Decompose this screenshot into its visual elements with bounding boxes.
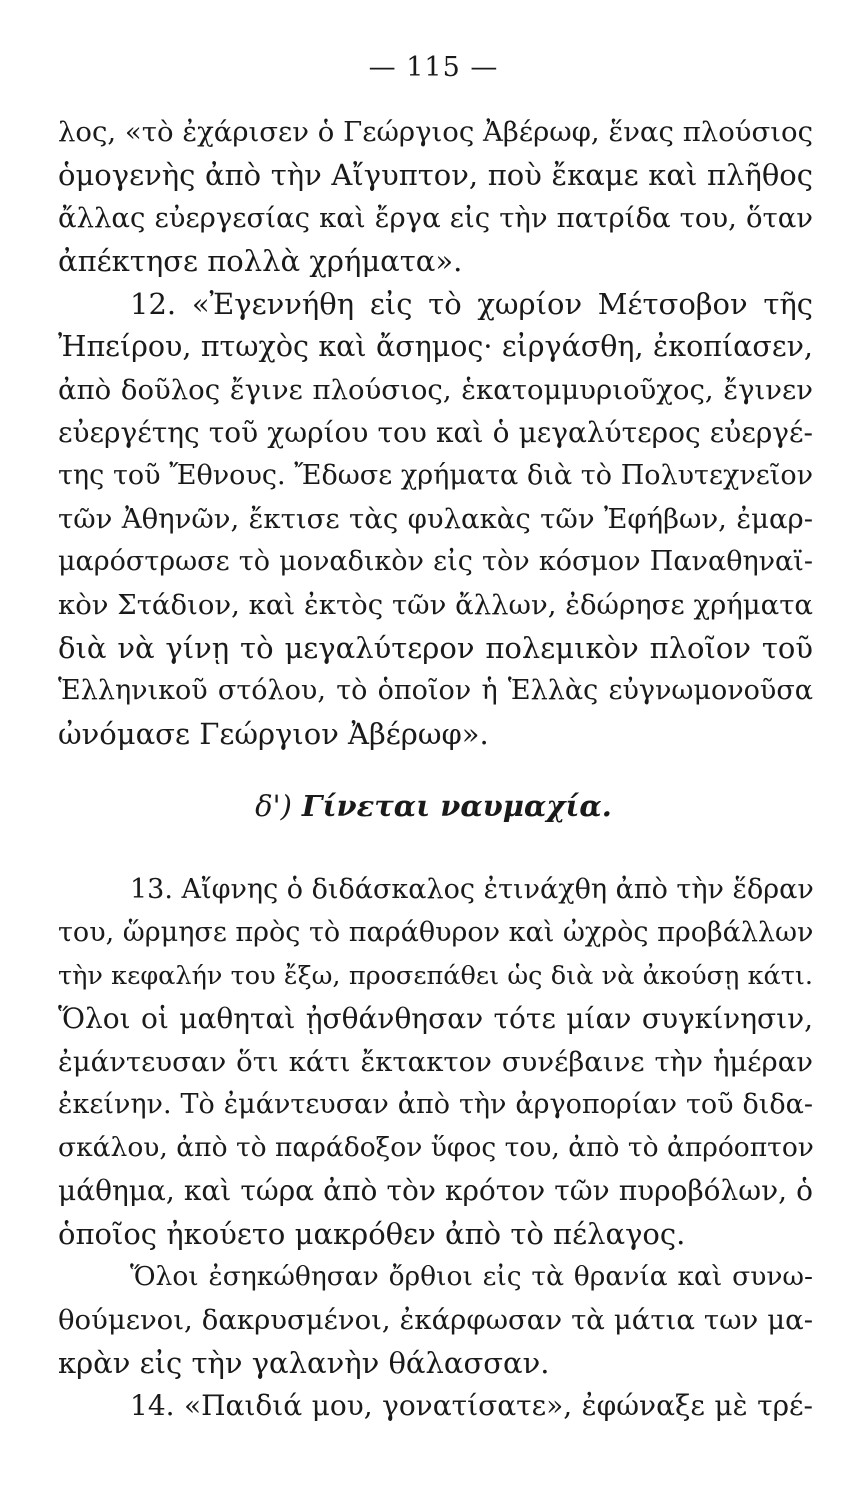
text-line: ὁμογενὴς ἀπὸ τὴν Αἴγυπτον, ποὺ ἔκαμε καὶ πλῆθος xyxy=(58,158,813,192)
text-line: Ἠπείρου, πτωχὸς καὶ ἄσημος· εἰργάσθη, ἐκοπίασεν, xyxy=(58,330,813,363)
text-line: ὠνόμασε Γεώργιον Ἀβέρωφ». xyxy=(58,717,489,751)
text-line: ἐμάντευσαν ὅτι κάτι ἔκτακτον συνέβαινε τὴν ἡμέραν xyxy=(58,1046,813,1078)
text-line: κρὰν εἰς τὴν γαλανὴν θάλασσαν. xyxy=(58,1346,550,1380)
paragraph-start-line: 14. «Παιδιά μου, γονατίσατε», ἐφώναξε μὲ τρέ- xyxy=(130,1389,813,1422)
section-number: δ') xyxy=(255,789,292,823)
text-line: μάθημα, καὶ τώρα ἀπὸ τὸν κρότον τῶν πυροβόλων, ὁ xyxy=(58,1174,813,1207)
text-line: λος, «τὸ ἐχάρισεν ὁ Γεώργιος Ἀβέρωφ, ἕνας πλούσιος xyxy=(58,116,813,148)
text-line: της τοῦ Ἔθνους. Ἔδωσε χρήματα διὰ τὸ Πολυτεχνεῖον xyxy=(58,460,813,491)
text-line: μαρόστρωσε τὸ μοναδικὸν εἰς τὸν κόσμον Παναθηναϊ- xyxy=(58,546,813,577)
text-line: του, ὥρμησε πρὸς τὸ παράθυρον καὶ ὠχρὸς προβάλλων xyxy=(58,917,814,948)
text-line: ὁποῖος ἠκούετο μακρόθεν ἀπὸ τὸ πέλαγος. xyxy=(58,1217,686,1251)
text-line: εὐεργέτης τοῦ χωρίου του καὶ ὁ μεγαλύτερος εὐεργέ- xyxy=(58,416,813,449)
text-line: θούμενοι, δακρυσμένοι, ἐκάρφωσαν τὰ μάτια των μα- xyxy=(58,1304,813,1336)
text-line: Ὅλοι οἱ μαθηταὶ ᾐσθάνθησαν τότε μίαν συγκίνησιν, xyxy=(58,1002,813,1035)
text-line: σκάλου, ἀπὸ τὸ παράδοξον ὕφος του, ἀπὸ τὸ ἀπρόοπτον xyxy=(58,1132,814,1163)
text-line: τῶν Ἀθηνῶν, ἔκτισε τὰς φυλακὰς τῶν Ἐφήβων, ἐμαρ- xyxy=(58,503,813,535)
text-line: ἀπὸ δοῦλος ἔγινε πλούσιος, ἑκατομμυριοῦχος, ἔγινεν xyxy=(58,374,813,406)
section-heading xyxy=(0,786,867,826)
text-line: ἐκείνην. Τὸ ἐμάντευσαν ἀπὸ τὴν ἀργοπορίαν τοῦ διδα- xyxy=(58,1089,813,1120)
paragraph-start-line: 12. «Ἐγεννήθη εἰς τὸ χωρίον Μέτσοβον τῆς xyxy=(130,287,813,321)
paragraph-start-line: Ὅλοι ἐσηκώθησαν ὄρθιοι εἰς τὰ θρανία καὶ συνω- xyxy=(130,1261,813,1292)
text-line: τὴν κεφαλήν του ἔξω, προσεπάθει ὡς διὰ νὰ ἀκούσῃ κάτι. xyxy=(58,961,813,991)
text-line: ἀπέκτησε πολλὰ χρήματα». xyxy=(58,244,463,278)
page-number: — 115 — xyxy=(368,52,499,83)
section-title: Γίνεται ναυμαχία. xyxy=(301,789,612,823)
text-line: ἄλλας εὐεργεσίας καὶ ἔργα εἰς τὴν πατρίδα του, ὅταν xyxy=(58,202,813,234)
text-line: κὸν Στάδιον, καὶ ἐκτὸς τῶν ἄλλων, ἐδώρησε χρήματα xyxy=(58,589,813,621)
text-line: Ἑλληνικοῦ στόλου, τὸ ὁποῖον ἡ Ἑλλὰς εὐγνωμονοῦσα xyxy=(58,675,813,706)
paragraph-start-line: 13. Αἴφνης ὁ διδάσκαλος ἐτινάχθη ἀπὸ τὴν ἕδραν xyxy=(130,874,814,905)
text-line: διὰ νὰ γίνῃ τὸ μεγαλύτερον πολεμικὸν πλοῖον τοῦ xyxy=(58,631,813,665)
